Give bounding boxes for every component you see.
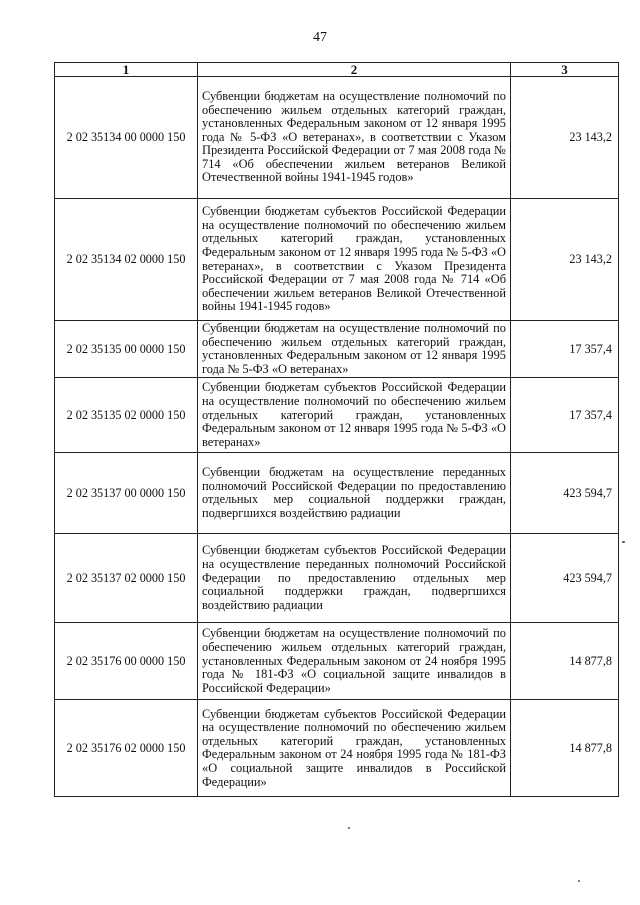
budget-description: Субвенции бюджетам субъектов Российской Федерации на осуществление полномочий по обеспечению жильем отдельных категорий граждан, установленных Федеральным законом от 12 января 1995 года № 5-ФЗ «О ветеранах», в соответствии с Указом Президента Российской Федерации от 7 мая 2008 года № 714 «Об обеспечении жильем ветеранов Великой Отечественной войны 1941-1945 годов» [198, 199, 511, 321]
budget-code: 2 02 35135 02 0000 150 [55, 378, 198, 453]
column-header-code: 1 [55, 63, 198, 77]
table-row [55, 623, 619, 700]
table-row [55, 378, 619, 453]
budget-code: 2 02 35176 00 0000 150 [55, 623, 198, 700]
table-row [55, 77, 619, 199]
column-header-amount: 3 [511, 63, 619, 77]
budget-amount: 14 877,8 [511, 623, 619, 700]
budget-code: 2 02 35176 02 0000 150 [55, 700, 198, 797]
budget-amount: 423 594,7 [511, 453, 619, 534]
budget-description: Субвенции бюджетам на осуществление полномочий по обеспечению жильем отдельных категорий граждан, установленных Федеральным законом от 24 ноября 1995 года № 181-ФЗ «О социальной защите инвалидов в Российской Федерации» [198, 623, 511, 700]
table-row [55, 321, 619, 378]
table-row [55, 700, 619, 797]
budget-description: Субвенции бюджетам субъектов Российской Федерации на осуществление полномочий по обеспечению жильем отдельных категорий граждан, установленных Федеральным законом от 24 ноября 1995 года № 181-ФЗ «О социальной защите инвалидов в Российской Федерации» [198, 700, 511, 797]
budget-description: Субвенции бюджетам на осуществление полномочий по обеспечению жильем отдельных категорий граждан, установленных Федеральным законом от 12 января 1995 года № 5-ФЗ «О ветеранах», в соответствии с Указом Президента Российской Федерации от 7 мая 2008 года № 714 «Об обеспечении жильем ветеранов Великой Отечественной войны 1941-1945 годов» [198, 77, 511, 199]
budget-amount: 423 594,7 [511, 534, 619, 623]
table-header-row [55, 63, 619, 77]
budget-amount: 14 877,8 [511, 700, 619, 797]
budget-code: 2 02 35134 00 0000 150 [55, 77, 198, 199]
budget-code: 2 02 35135 00 0000 150 [55, 321, 198, 378]
budget-description: Субвенции бюджетам на осуществление переданных полномочий Российской Федерации по предоставлению отдельных мер социальной поддержки граждан, подвергшихся воздействию радиации [198, 453, 511, 534]
scan-speck [622, 541, 625, 543]
budget-code: 2 02 35134 02 0000 150 [55, 199, 198, 321]
column-header-description: 2 [198, 63, 511, 77]
table-row [55, 199, 619, 321]
budget-description: Субвенции бюджетам субъектов Российской Федерации на осуществление переданных полномочий Российской Федерации по предоставлению отдельных мер социальной поддержки граждан, подвергшихся воздействию радиации [198, 534, 511, 623]
budget-table [54, 62, 619, 797]
scan-speck [348, 827, 350, 829]
page-number: 47 [313, 30, 327, 45]
budget-description: Субвенции бюджетам субъектов Российской Федерации на осуществление полномочий по обеспечению жильем отдельных категорий граждан, установленных Федеральным законом от 12 января 1995 года № 5-ФЗ «О ветеранах» [198, 378, 511, 453]
budget-description: Субвенции бюджетам на осуществление полномочий по обеспечению жильем отдельных категорий граждан, установленных Федеральным законом от 12 января 1995 года № 5-ФЗ «О ветеранах» [198, 321, 511, 378]
budget-amount: 23 143,2 [511, 199, 619, 321]
budget-amount: 17 357,4 [511, 378, 619, 453]
budget-code: 2 02 35137 02 0000 150 [55, 534, 198, 623]
table-row [55, 534, 619, 623]
budget-code: 2 02 35137 00 0000 150 [55, 453, 198, 534]
table-row [55, 453, 619, 534]
scan-speck [578, 880, 580, 882]
budget-amount: 17 357,4 [511, 321, 619, 378]
budget-amount: 23 143,2 [511, 77, 619, 199]
